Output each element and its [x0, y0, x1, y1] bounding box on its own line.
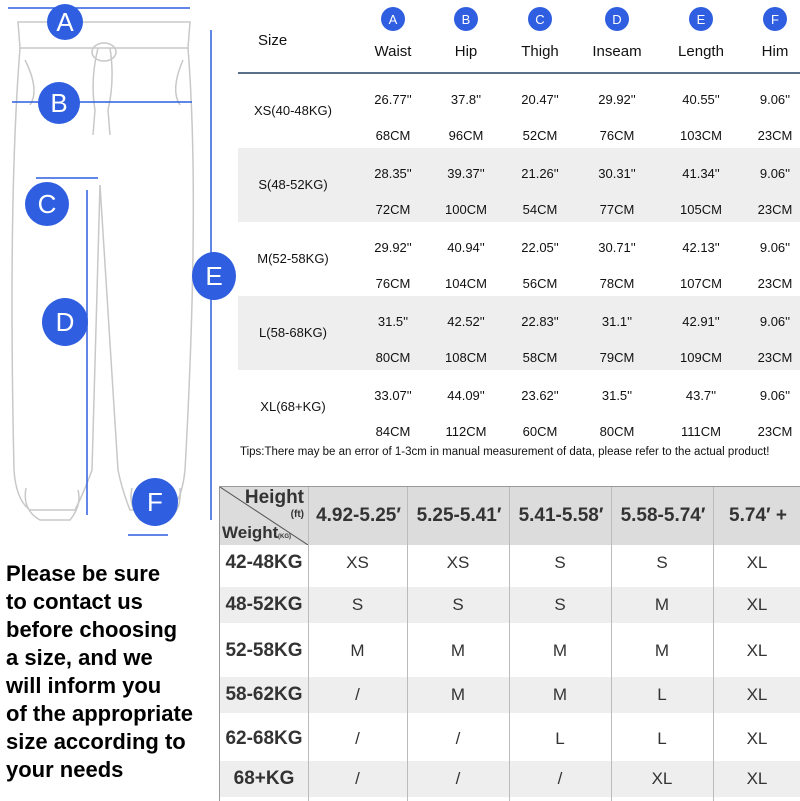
cell-cm: 23CM: [757, 424, 793, 439]
cell-cm: 80CM: [375, 350, 411, 365]
size-cell: XL: [746, 729, 768, 748]
size-cell: XL: [746, 641, 768, 660]
height-weight-table: [219, 486, 800, 801]
size-cell: M: [654, 595, 670, 614]
column-label: Inseam: [592, 43, 642, 60]
badge-d: D: [42, 298, 88, 346]
height-header: 5.25-5.41′: [407, 487, 510, 545]
cell-cm: 72CM: [375, 202, 411, 217]
pants-diagram: [0, 0, 230, 545]
cell-inch: 9.06'': [759, 314, 791, 329]
cell-inch: 33.07'': [374, 388, 412, 403]
cell-inch: 40.55'': [682, 92, 720, 107]
size-cell: XL: [746, 553, 768, 572]
size-cell: /: [355, 769, 360, 788]
cell-inch: 37.8'': [450, 92, 482, 107]
size-cell: S: [656, 553, 668, 572]
size-cell: /: [355, 729, 360, 748]
cell-inch: 9.06'': [759, 166, 791, 181]
contact-note: [6, 560, 221, 784]
cell-cm: 23CM: [757, 128, 793, 143]
cell-cm: 23CM: [757, 276, 793, 291]
size-name: XL(68+KG): [260, 399, 326, 414]
column-length: [661, 0, 741, 72]
cell-inch: 20.47'': [521, 92, 559, 107]
weight-range: 62-68KG: [225, 728, 303, 749]
size-table-header: [238, 0, 800, 72]
size-cell: S: [452, 595, 464, 614]
size-cell: XL: [746, 595, 768, 614]
cell-inch: 44.09'': [447, 388, 485, 403]
note-line: a size, and we: [6, 645, 153, 670]
cell-inch: 29.92'': [374, 240, 412, 255]
cell-inch: 39.37'': [447, 166, 485, 181]
size-cell: L: [657, 685, 667, 704]
column-divider: [407, 487, 408, 801]
size-cell: M: [552, 685, 568, 704]
cell-cm: 111CM: [681, 424, 721, 439]
column-label: Hip: [454, 43, 478, 60]
cell-inch: 40.94'': [447, 240, 485, 255]
height-header: 4.92-5.25′: [308, 487, 408, 545]
cell-cm: 54CM: [522, 202, 558, 217]
size-row-m: [238, 222, 800, 296]
size-cell: L: [555, 729, 565, 748]
column-label: Length: [678, 43, 724, 60]
cell-cm: 112CM: [445, 424, 487, 439]
size-cell: M: [654, 641, 670, 660]
size-cell: /: [455, 729, 461, 748]
size-cell: M: [450, 641, 466, 660]
cell-inch: 30.31'': [598, 166, 636, 181]
cell-cm: 23CM: [757, 202, 793, 217]
size-row-xl: [238, 370, 800, 444]
column-label: Waist: [374, 43, 412, 60]
cell-inch: 31.1'': [601, 314, 633, 329]
cell-inch: 23.62'': [521, 388, 559, 403]
cell-cm: 84CM: [375, 424, 411, 439]
size-cell: XL: [746, 685, 768, 704]
size-cell: S: [554, 595, 566, 614]
column-hip: [426, 0, 506, 72]
cell-inch: 26.77'': [374, 92, 412, 107]
size-cell: M: [350, 641, 365, 660]
cell-cm: 58CM: [522, 350, 558, 365]
table-corner-header: [220, 487, 308, 545]
badge-c-small: C: [528, 7, 552, 31]
weight-label: Weight: [222, 523, 279, 542]
column-label: Thigh: [521, 43, 559, 60]
badge-a-small: A: [381, 7, 405, 31]
cell-cm: 79CM: [599, 350, 635, 365]
note-line: before choosing: [6, 617, 178, 642]
cell-inch: 42.13'': [682, 240, 720, 255]
cell-cm: 100CM: [445, 202, 487, 217]
weight-range: 42-48KG: [225, 552, 303, 573]
badge-d-small: D: [605, 7, 629, 31]
badge-e: E: [192, 252, 236, 300]
note-line: of the appropriate: [6, 701, 194, 726]
cell-inch: 29.92'': [598, 92, 636, 107]
cell-inch: 42.91'': [682, 314, 720, 329]
cell-cm: 107CM: [680, 276, 722, 291]
height-header: 5.41-5.58′: [509, 487, 612, 545]
size-cell: XL: [746, 769, 768, 788]
cell-cm: 60CM: [522, 424, 558, 439]
size-row-xs: [238, 74, 800, 148]
badge-b: B: [38, 82, 80, 124]
size-name: L(58-68KG): [259, 325, 327, 340]
column-divider: [509, 487, 510, 801]
cell-cm: 96CM: [448, 128, 484, 143]
cell-inch: 41.34'': [682, 166, 720, 181]
cell-inch: 9.06'': [759, 388, 791, 403]
badge-b-small: B: [454, 7, 478, 31]
size-name: M(52-58KG): [257, 251, 329, 266]
size-name: XS(40-48KG): [253, 103, 333, 118]
cell-cm: 103CM: [680, 128, 722, 143]
size-cell: XS: [446, 553, 470, 572]
height-unit: (ft): [290, 509, 304, 520]
tips-text: Tips:There may be an error of 1-3cm in manual measurement of data, please refer to the actual product!: [240, 446, 770, 458]
cell-cm: 109CM: [680, 350, 722, 365]
size-name: S(48-52KG): [258, 177, 328, 192]
cell-cm: 78CM: [599, 276, 635, 291]
cell-cm: 108CM: [445, 350, 487, 365]
cell-cm: 76CM: [375, 276, 411, 291]
cell-cm: 80CM: [599, 424, 635, 439]
column-divider: [713, 487, 714, 801]
cell-inch: 28.35'': [374, 166, 412, 181]
column-waist: [353, 0, 433, 72]
badge-f-small: F: [763, 7, 787, 31]
size-cell: L: [657, 729, 667, 748]
note-line: to contact us: [6, 589, 143, 614]
column-him: [735, 0, 800, 72]
column-thigh: [500, 0, 580, 72]
cell-inch: 31.5'': [377, 314, 409, 329]
cell-inch: 42.52'': [447, 314, 485, 329]
cell-cm: 76CM: [599, 128, 635, 143]
size-row-l: [238, 296, 800, 370]
height-header: 5.74′ +: [713, 487, 800, 545]
size-cell: XS: [346, 553, 369, 572]
cell-inch: 43.7'': [685, 388, 717, 403]
note-line: will inform you: [6, 673, 162, 698]
cell-inch: 30.71'': [598, 240, 636, 255]
column-label: Him: [761, 43, 789, 60]
column-inseam: [577, 0, 657, 72]
size-cell: /: [355, 685, 360, 704]
cell-cm: 56CM: [522, 276, 558, 291]
cell-cm: 68CM: [375, 128, 411, 143]
size-cell: S: [554, 553, 566, 572]
badge-e-small: E: [689, 7, 713, 31]
weight-range: 58-62KG: [225, 684, 303, 705]
weight-range: 48-52KG: [225, 594, 303, 615]
badge-a: A: [47, 4, 83, 40]
badge-c: C: [25, 182, 69, 226]
height-label: Height: [244, 487, 304, 508]
cell-inch: 22.83'': [521, 314, 559, 329]
cell-cm: 77CM: [599, 202, 635, 217]
note-line: size according to: [6, 729, 186, 754]
size-cell: /: [455, 769, 461, 788]
weight-range: 52-58KG: [225, 640, 303, 661]
height-header: 5.58-5.74′: [611, 487, 714, 545]
cell-inch: 9.06'': [759, 240, 791, 255]
cell-inch: 31.5'': [601, 388, 633, 403]
cell-cm: 104CM: [445, 276, 487, 291]
cell-cm: 23CM: [757, 350, 793, 365]
cell-inch: 21.26'': [521, 166, 559, 181]
column-divider: [611, 487, 612, 801]
badge-f: F: [132, 478, 178, 526]
size-cell: /: [557, 769, 563, 788]
cell-inch: 22.05'': [521, 240, 559, 255]
size-cell: M: [450, 685, 466, 704]
column-divider: [308, 487, 309, 801]
note-line: Please be sure: [6, 561, 161, 586]
cell-inch: 9.06'': [759, 92, 791, 107]
size-cell: M: [552, 641, 568, 660]
note-line: your needs: [6, 757, 124, 782]
size-row-s: [238, 148, 800, 222]
size-column-header: Size: [258, 32, 288, 49]
weight-range: 68+KG: [233, 768, 295, 789]
cell-cm: 105CM: [680, 202, 722, 217]
size-cell: S: [351, 595, 364, 614]
cell-cm: 52CM: [522, 128, 558, 143]
size-cell: XL: [651, 769, 673, 788]
weight-unit: (KG): [278, 534, 291, 540]
